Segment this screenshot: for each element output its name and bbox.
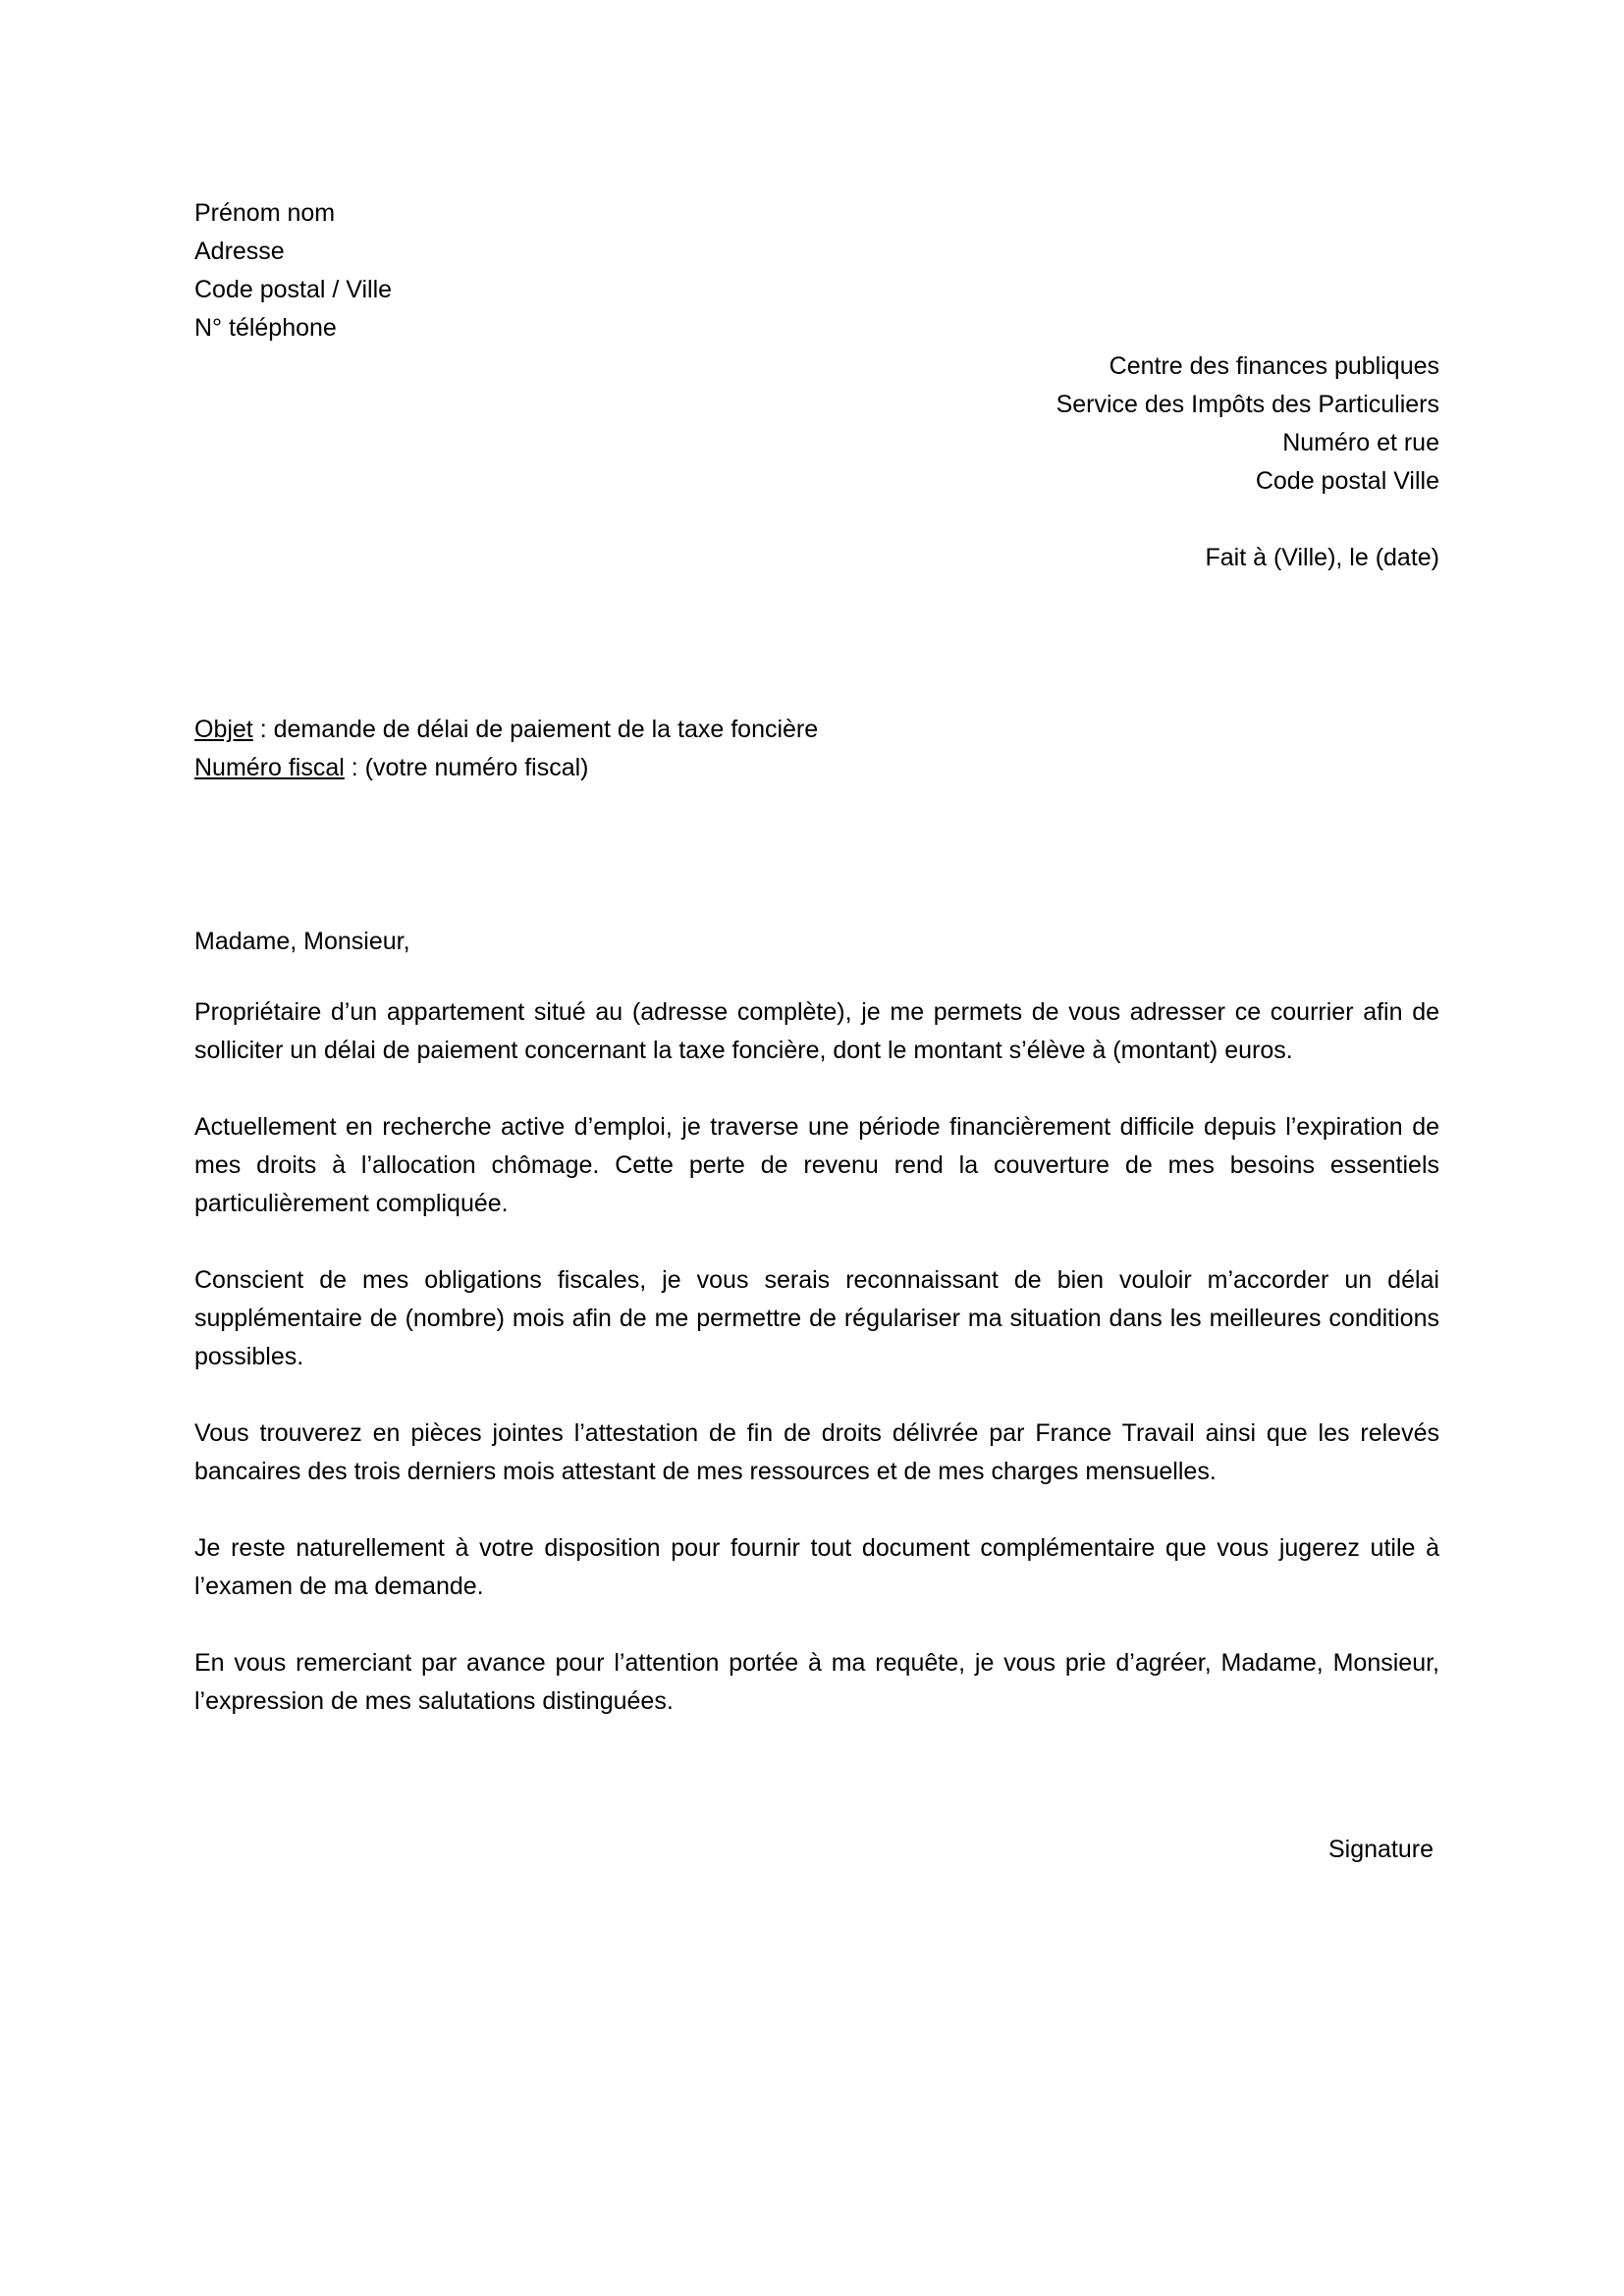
sender-address: Adresse <box>194 238 285 265</box>
sender-name: Prénom nom <box>194 199 336 227</box>
recipient-block <box>1056 347 1439 501</box>
sender-phone: N° téléphone <box>194 314 337 342</box>
paragraph-1: Propriétaire d’un appartement situé au (adresse complète), je me permets de vous adresser ce courrier afin de solliciter un délai de paiement concernant la taxe foncière, dont le montant s’élève à (montant) euros. <box>194 998 1439 1064</box>
recipient-line-3: Numéro et rue <box>1282 429 1439 456</box>
paragraph-6: En vous remerciant par avance pour l’attention portée à ma requête, je vous prie d’agréer, Madame, Monsieur, l’expression de mes salutations distinguées. <box>194 1649 1439 1715</box>
subject-line <box>194 711 818 749</box>
fiscal-number-label: Numéro fiscal <box>194 754 345 781</box>
recipient-line-4: Code postal Ville <box>1255 467 1439 495</box>
paragraph-5: Je reste naturellement à votre disposition pour fournir tout document complémentaire que vous jugerez utile à l’examen de ma demande. <box>194 1534 1439 1600</box>
salutation: Madame, Monsieur, <box>194 928 410 955</box>
paragraph-3: Conscient de mes obligations fiscales, je vous serais reconnaissant de bien vouloir m’accorder un délai supplémentaire de (nombre) mois afin de me permettre de régulariser ma situation dans les meilleures conditions possibles. <box>194 1266 1439 1370</box>
recipient-line-2: Service des Impôts des Particuliers <box>1056 391 1439 418</box>
signature: Signature <box>1327 1836 1434 1863</box>
fiscal-number-text: : (votre numéro fiscal) <box>344 754 589 781</box>
date-line: Fait à (Ville), le (date) <box>1205 544 1439 571</box>
paragraph-4: Vous trouverez en pièces jointes l’attestation de fin de droits délivrée par France Travail ainsi que les relevés bancaires des trois derniers mois attestant de mes ressources et de mes charges mensuelles. <box>194 1419 1439 1485</box>
sender-city: Code postal / Ville <box>194 276 393 303</box>
subject-text: : demande de délai de paiement de la taxe foncière <box>252 716 819 743</box>
sender-block <box>194 194 392 347</box>
subject-label: Objet <box>194 716 253 743</box>
recipient-line-1: Centre des finances publiques <box>1109 352 1439 380</box>
fiscal-number-line <box>194 749 589 787</box>
paragraph-2: Actuellement en recherche active d’emploi, je traverse une période financièrement difficile depuis l’expiration de mes droits à l’allocation chômage. Cette perte de revenu rend la couverture de mes besoins essentiels particulièrement compliquée. <box>194 1113 1439 1217</box>
